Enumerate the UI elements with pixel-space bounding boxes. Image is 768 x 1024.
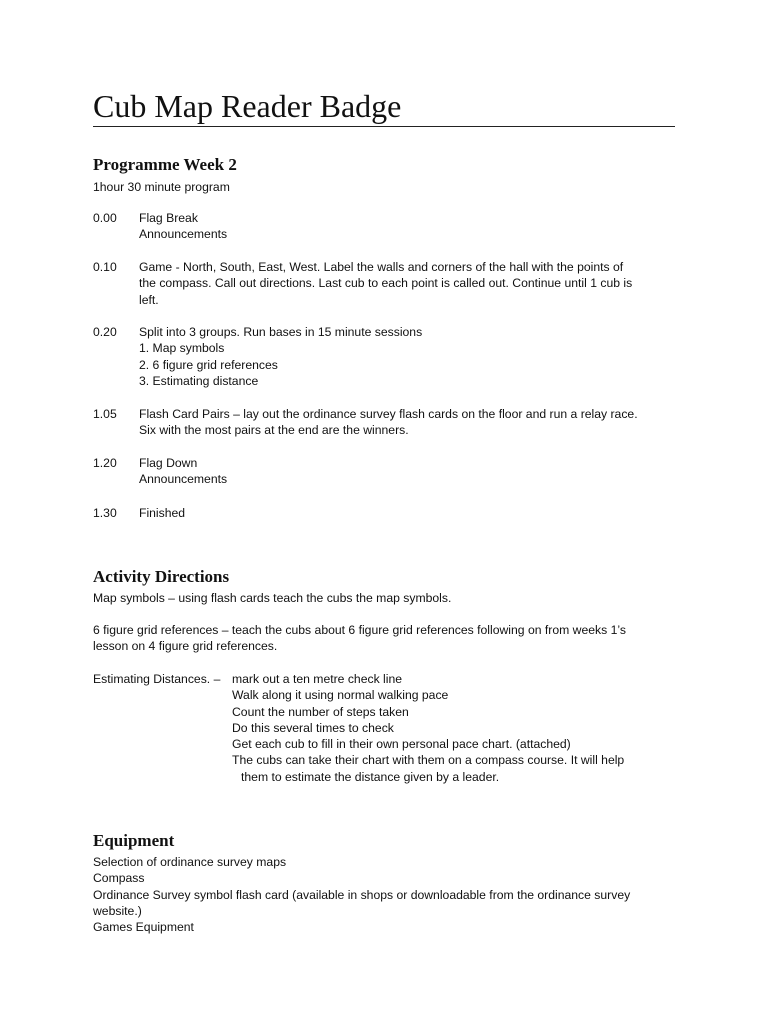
equipment-item: Selection of ordinance survey maps	[93, 855, 287, 869]
estimating-step: mark out a ten metre check line	[232, 672, 403, 686]
programme-subtitle: 1hour 30 minute program	[93, 180, 230, 194]
programme-description	[139, 324, 679, 389]
estimating-steps	[232, 671, 672, 785]
programme-time: 0.10	[93, 260, 117, 274]
document-title: Cub Map Reader Badge	[93, 86, 675, 127]
estimating-step: Do this several times to check	[232, 720, 394, 735]
paragraph-line: 6 figure grid references – teach the cubs about 6 figure grid references following on from weeks 1’s	[93, 623, 626, 637]
programme-line: Flag Down	[139, 456, 198, 470]
estimating-distances-block	[93, 671, 675, 791]
programme-line: Flash Card Pairs – lay out the ordinance survey flash cards on the floor and run a relay race.	[139, 407, 638, 421]
programme-description	[139, 406, 679, 439]
programme-time: 0.20	[93, 325, 117, 339]
equipment-heading: Equipment	[93, 831, 175, 850]
estimating-step: them to estimate the distance given by a leader.	[241, 769, 500, 784]
equipment-item: Compass	[93, 871, 145, 886]
programme-description	[139, 259, 679, 308]
activity-heading: Activity Directions	[93, 567, 230, 586]
map-symbols-text: Map symbols – using flash cards teach the cubs the map symbols.	[93, 591, 452, 605]
programme-time: 0.00	[93, 211, 117, 225]
programme-description	[139, 455, 679, 488]
estimating-step: Walk along it using normal walking pace	[232, 688, 449, 703]
programme-line: Six with the most pairs at the end are the winners.	[139, 423, 409, 438]
programme-line: 3. Estimating distance	[139, 373, 259, 388]
programme-line: Finished	[139, 506, 186, 520]
programme-line: Announcements	[139, 227, 228, 242]
estimating-step: Get each cub to fill in their own personal pace chart. (attached)	[232, 737, 571, 752]
estimating-step: The cubs can take their chart with them on a compass course. It will help	[232, 753, 625, 768]
programme-line: Split into 3 groups. Run bases in 15 minute sessions	[139, 325, 423, 339]
programme-line: Flag Break	[139, 211, 198, 225]
equipment-item: website.)	[93, 903, 142, 918]
programme-heading: Programme Week 2	[93, 155, 237, 174]
programme-line: 2. 6 figure grid references	[139, 357, 278, 372]
equipment-item: Ordinance Survey symbol flash card (available in shops or downloadable from the ordinance survey	[93, 887, 631, 902]
programme-line: Announcements	[139, 472, 228, 487]
programme-line: left.	[139, 292, 159, 307]
programme-time: 1.30	[93, 506, 117, 520]
programme-time: 1.20	[93, 456, 117, 470]
grid-references-text	[93, 622, 675, 655]
programme-line: Game - North, South, East, West. Label the walls and corners of the hall with the points of	[139, 260, 624, 274]
programme-line: 1. Map symbols	[139, 341, 225, 356]
programme-description	[139, 505, 679, 521]
equipment-item: Games Equipment	[93, 920, 194, 935]
equipment-list	[93, 854, 675, 935]
programme-line: the compass. Call out directions. Last cub to each point is called out. Continue until 1 cub is	[139, 276, 633, 291]
programme-time: 1.05	[93, 407, 117, 421]
paragraph-line: lesson on 4 figure grid references.	[93, 639, 278, 654]
programme-description	[139, 210, 679, 243]
estimating-step: Count the number of steps taken	[232, 704, 409, 719]
estimating-label: Estimating Distances. –	[93, 672, 221, 686]
